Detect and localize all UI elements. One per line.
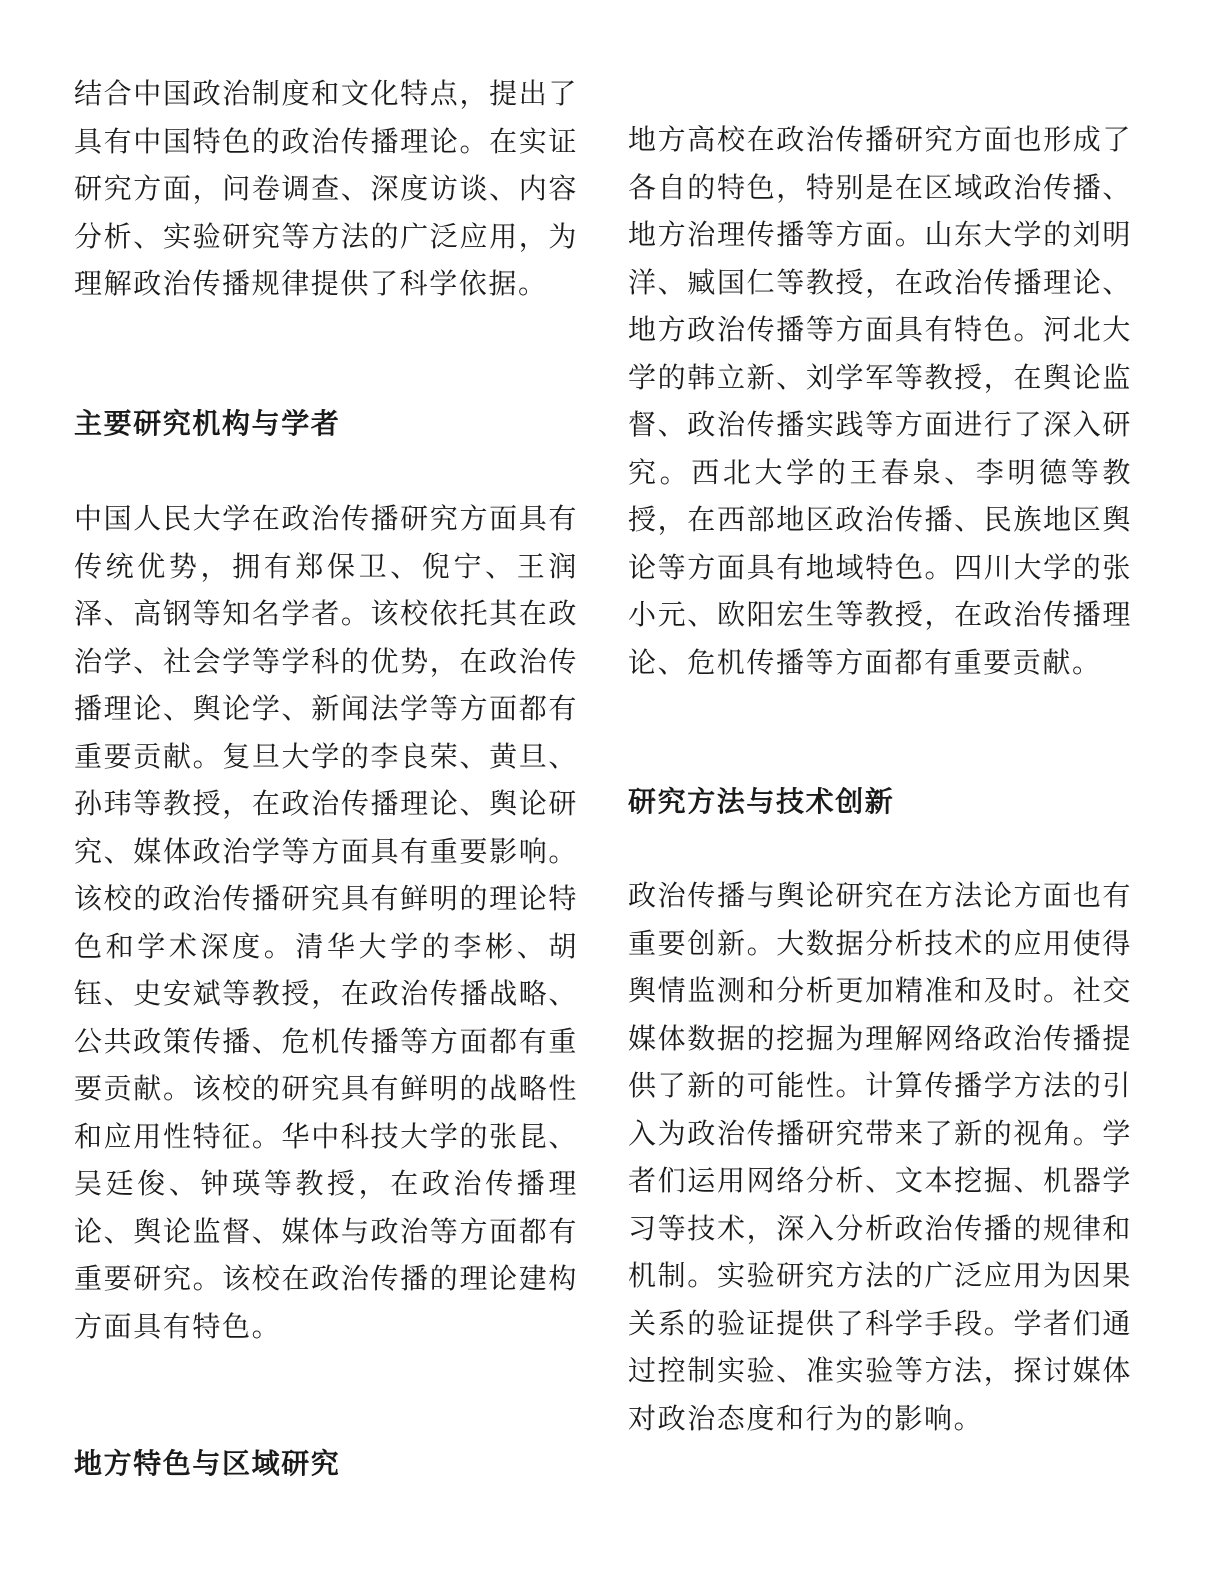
regional-paragraph: 地方高校在政治传播研究方面也形成了各自的特色，特别是在区域政治传播、地方治理传播等方面。山东大学的刘明洋、臧国仁等教授，在政治传播理论、地方政治传播等方面具有特色。河北大学的韩立新、刘学军等教授，在舆论监督、政治传播实践等方面进行了深入研究。西北大学的王春泉、李明德等教授，在西部地区政治传播、民族地区舆论等方面具有地域特色。四川大学的张小元、欧阳宏生等教授，在政治传播理论、危机传播等方面都有重要贡献。 bbox=[628, 123, 1132, 679]
intro-paragraph: 结合中国政治制度和文化特点，提出了具有中国特色的政治传播理论。在实证研究方面，问卷调查、深度访谈、内容分析、实验研究等方法的广泛应用，为理解政治传播规律提供了科学依据。 bbox=[74, 77, 578, 300]
methods-paragraph: 政治传播与舆论研究在方法论方面也有重要创新。大数据分析技术的应用使得舆情监测和分析更加精准和及时。社交媒体数据的挖掘为理解网络政治传播提供了新的可能性。计算传播学方法的引入为政治传播研究带来了新的视角。学者们运用网络分析、文本挖掘、机器学习等技术，深入分析政治传播的规律和机制。实验研究方法的广泛应用为因果关系的验证提供了科学手段。学者们通过控制实验、准实验等方法，探讨媒体对政治态度和行为的影响。 bbox=[628, 879, 1132, 1435]
section-heading-institutions: 主要研究机构与学者 bbox=[74, 407, 341, 440]
section-heading-methods: 研究方法与技术创新 bbox=[628, 785, 895, 818]
section-heading-regional: 地方特色与区域研究 bbox=[74, 1447, 341, 1480]
institutions-paragraph: 中国人民大学在政治传播研究方面具有传统优势，拥有郑保卫、倪宁、王润泽、高钢等知名学者。该校依托其在政治学、社会学等学科的优势，在政治传播理论、舆论学、新闻法学等方面都有重要贡献。复旦大学的李良荣、黄旦、孙玮等教授，在政治传播理论、舆论研究、媒体政治学等方面具有重要影响。该校的政治传播研究具有鲜明的理论特色和学术深度。清华大学的李彬、胡钰、史安斌等教授，在政治传播战略、公共政策传播、危机传播等方面都有重要贡献。该校的研究具有鲜明的战略性和应用性特征。华中科技大学的张昆、吴廷俊、钟瑛等教授，在政治传播理论、舆论监督、媒体与政治等方面都有重要研究。该校在政治传播的理论建构方面具有特色。 bbox=[74, 502, 578, 1343]
